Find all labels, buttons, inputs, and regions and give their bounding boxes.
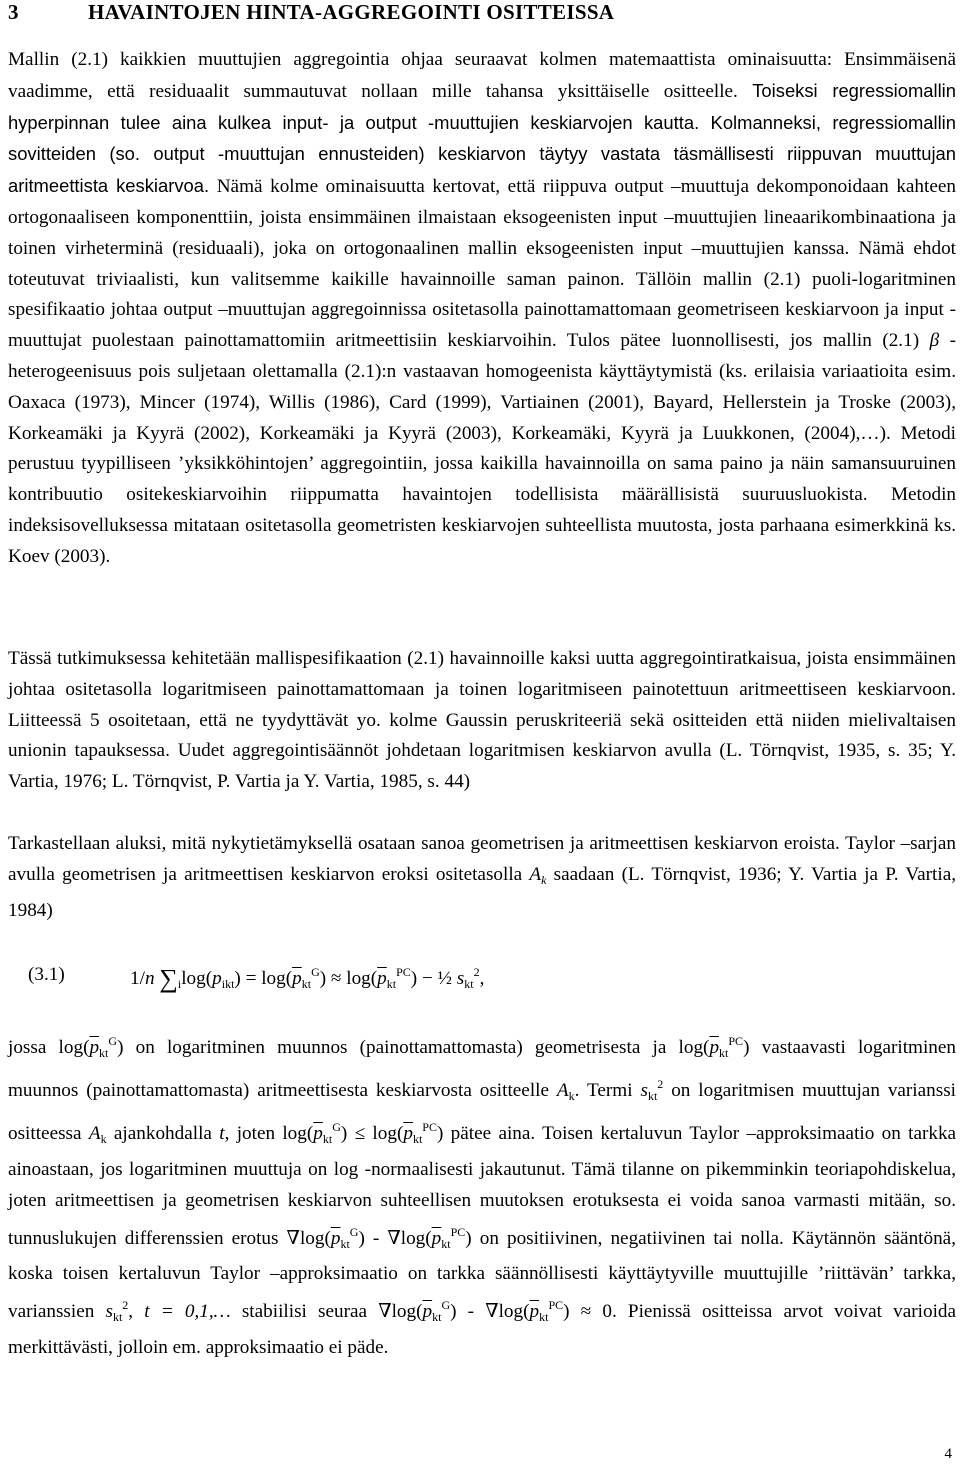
p3-sentence-1: Tarkastellaan aluksi, mitä nykytietämyksellä osataan sanoa geometrisen ja aritmeettisen keskiarvon eroista. Taylor –sarjan avulla geometrisen ja aritmeettisen keskiarvon eroksi ositetasolla xyxy=(8,833,956,885)
paragraph-2: Tässä tutkimuksessa kehitetään mallispesifikaation (2.1) havainnoille kaksi uutta aggregointiratkaisua, joista ensimmäinen johtaa ositetasolla logaritmiseen painottamattomaan ja toinen logaritmiseen painotettuun aritmeettiseen keskiarvoon. Liitteessä 5 osoitetaan, että ne tyydyttävät yo. kolme Gaussin peruskriteeriä sekä ositteiden että niiden mielivaltaisen unionin tapauksessa. Uudet aggregointisäännöt johdetaan logaritmisen keskiarvon avulla (L. Törnqvist, 1935, s. 35; Y. Vartia, 1976; L. Törnqvist, P. Vartia ja Y. Vartia, 1985, s. 44) xyxy=(8,648,956,793)
equation-body: 1/n $\sum_i\log(p_{ikt}) = \log(\overline{p}_{kt}^G) \approx \log(\overline{p}_{kt}^{PC})$ − ½ $s_{kt}^2$, xyxy=(130,964,485,993)
p3-sentence-2: saadaan (L. Törnqvist, 1936; Y. Vartia ja P. Vartia, 1984) xyxy=(8,863,957,921)
section-heading xyxy=(8,0,614,25)
paragraph-4: jossa $\log(\overline{p}_{kt}^G)$ on logaritminen muunnos (painottamattomasta) geometrisesta ja $\log(\overline{p}_{kt}^{PC})$ vastaavasti logaritminen muunnos (painottamattomasta) aritmeettisesta keskiarvosta ositteelle $A_k$. Termi $s_{kt}^2$ on logaritmisen muuttujan varianssi ositteessa $A_k$ ajankohdalla t, joten $\log(\overline{p}_{kt}^G) \le \log(\overline{p}_{kt}^{PC})$ pätee aina. Toisen kertaluvun Taylor –approksimaatio on tarkka ainoastaan, jos logaritminen muuttuja on log -normaalisesti jakautunut. Tämä tilanne on pikemminkin teoriapohdiskelua, joten aritmeettisen ja geometrisen keskiarvon suhteellisen muutoksen erotuksesta ei voida sanoa varmasti mitään, so. tunnuslukujen differenssien erotus $\nabla\log(\overline{p}_{kt}^G) - \nabla\log(\overline{p}_{kt}^{PC})$ on positiivinen, negatiivinen tai nolla. Käytännön sääntönä, koska toisen kertaluvun Taylor –approksimaatio on tarkka säännöllisesti käyttäytyville muuttujille ’riittävän’ tarkka, varianssien $s_{kt}^2$, t = 0,1,… stabiilisi seuraa $\nabla\log(\overline{p}_{kt}^G) - \nabla\log(\overline{p}_{kt}^{PC}) \approx 0$. Pienissä ositteissa arvot voivat varioida merkittävästi, jolloin em. approksimaatio ei päde. xyxy=(8,1034,957,1359)
equation-number: (3.1) xyxy=(28,964,65,985)
stratum-symbol: $A_k$ xyxy=(529,863,547,887)
p1-sentence-3b: -heterogeenisuus pois suljetaan olettamalla (2.1):n vastaavan homogeenista käyttäytymistä (ks. erilaisia variaatioita esim. Oaxaca (1973), Mincer (1974), Willis (1986), Card (1999), xyxy=(8,330,957,413)
sum-symbol: ∑ xyxy=(159,964,178,993)
p1-sentence-2: Toiseksi regressiomallin hyperpinnan tulee aina kulkea input- ja output -muuttujien keskiarvojen kautta. Kolmanneksi, regressiomallin sovitteiden (so. output -muuttujan ennusteiden) keskiarvon täytyy vastata täsmällisesti riippuvan muuttujan aritmeettista keskiarvoa. xyxy=(8,79,956,197)
page-number: 4 xyxy=(944,1446,952,1462)
p1-sentence-4: Metodi perustuu tyypilliseen ’yksikköhintojen’ aggregointiin, jossa kaikilla havainnoilla on sama paino ja näin samansuuruinen kontribuutio ositekeskiarvoihin riippumatta havaintojen todellisista määrällisistä suuruusluokista. Metodin indeksisovelluksessa mitataan ositetasolla geometristen keskiarvojen suhteellista muutosta, josta parhaana esimerkkinä ks. Koev (2003). xyxy=(8,422,957,567)
paragraph-1 xyxy=(8,45,956,573)
p1-sentence-1: Mallin (2.1) kaikkien muuttujien aggregointia ohjaa seuraavat kolmen matemaattista ominaisuutta: Ensimmäisenä vaadimme, että residuaalit summautuvat nollaan mille tahansa yksittäiselle ositteelle. xyxy=(8,49,956,102)
paragraph-3 xyxy=(8,829,956,926)
equation-3-1 xyxy=(8,954,956,998)
section-title: HAVAINTOJEN HINTA-AGGREGOINTI OSITTEISSA xyxy=(88,0,615,24)
section-number: 3 xyxy=(8,0,19,24)
p1-sentence-3a: Nämä kolme ominaisuutta kertovat, että riippuva output –muuttuja dekomponoidaan kahteen ortogonaaliseen komponenttiin, joista ensimmäinen ilmaistaan eksogeenisten input –muuttujien lineaarikombinaationa ja toinen virheterminä (residuaali), joka on ortogonaalinen mallin eksogeenisten input –muuttujien kanssa. Nämä ehdot toteutuvat triviaalisti, kun valitsemme kaikille havainnoille saman painon. Tällöin mallin (2.1) puoli-logaritminen spesifikaatio johtaa output –muuttujan aggregoinnissa ositetasolla painottamattomaan geometriseen keskiarvoon ja input -muuttujat puolestaan painottamattomiin aritmeettisiin keskiarvoihin. Tulos pätee luonnollisesti, jos mallin (2.1) xyxy=(8,176,956,352)
beta-symbol: β xyxy=(929,330,940,352)
p1-references: Vartiainen (2001), Bayard, Hellerstein ja Troske (2003), Korkeamäki ja Kyyrä (2002), Korkeamäki ja Kyyrä (2003), Korkeamäki, Kyyrä ja Luukkonen, (2004),…). xyxy=(8,391,956,444)
